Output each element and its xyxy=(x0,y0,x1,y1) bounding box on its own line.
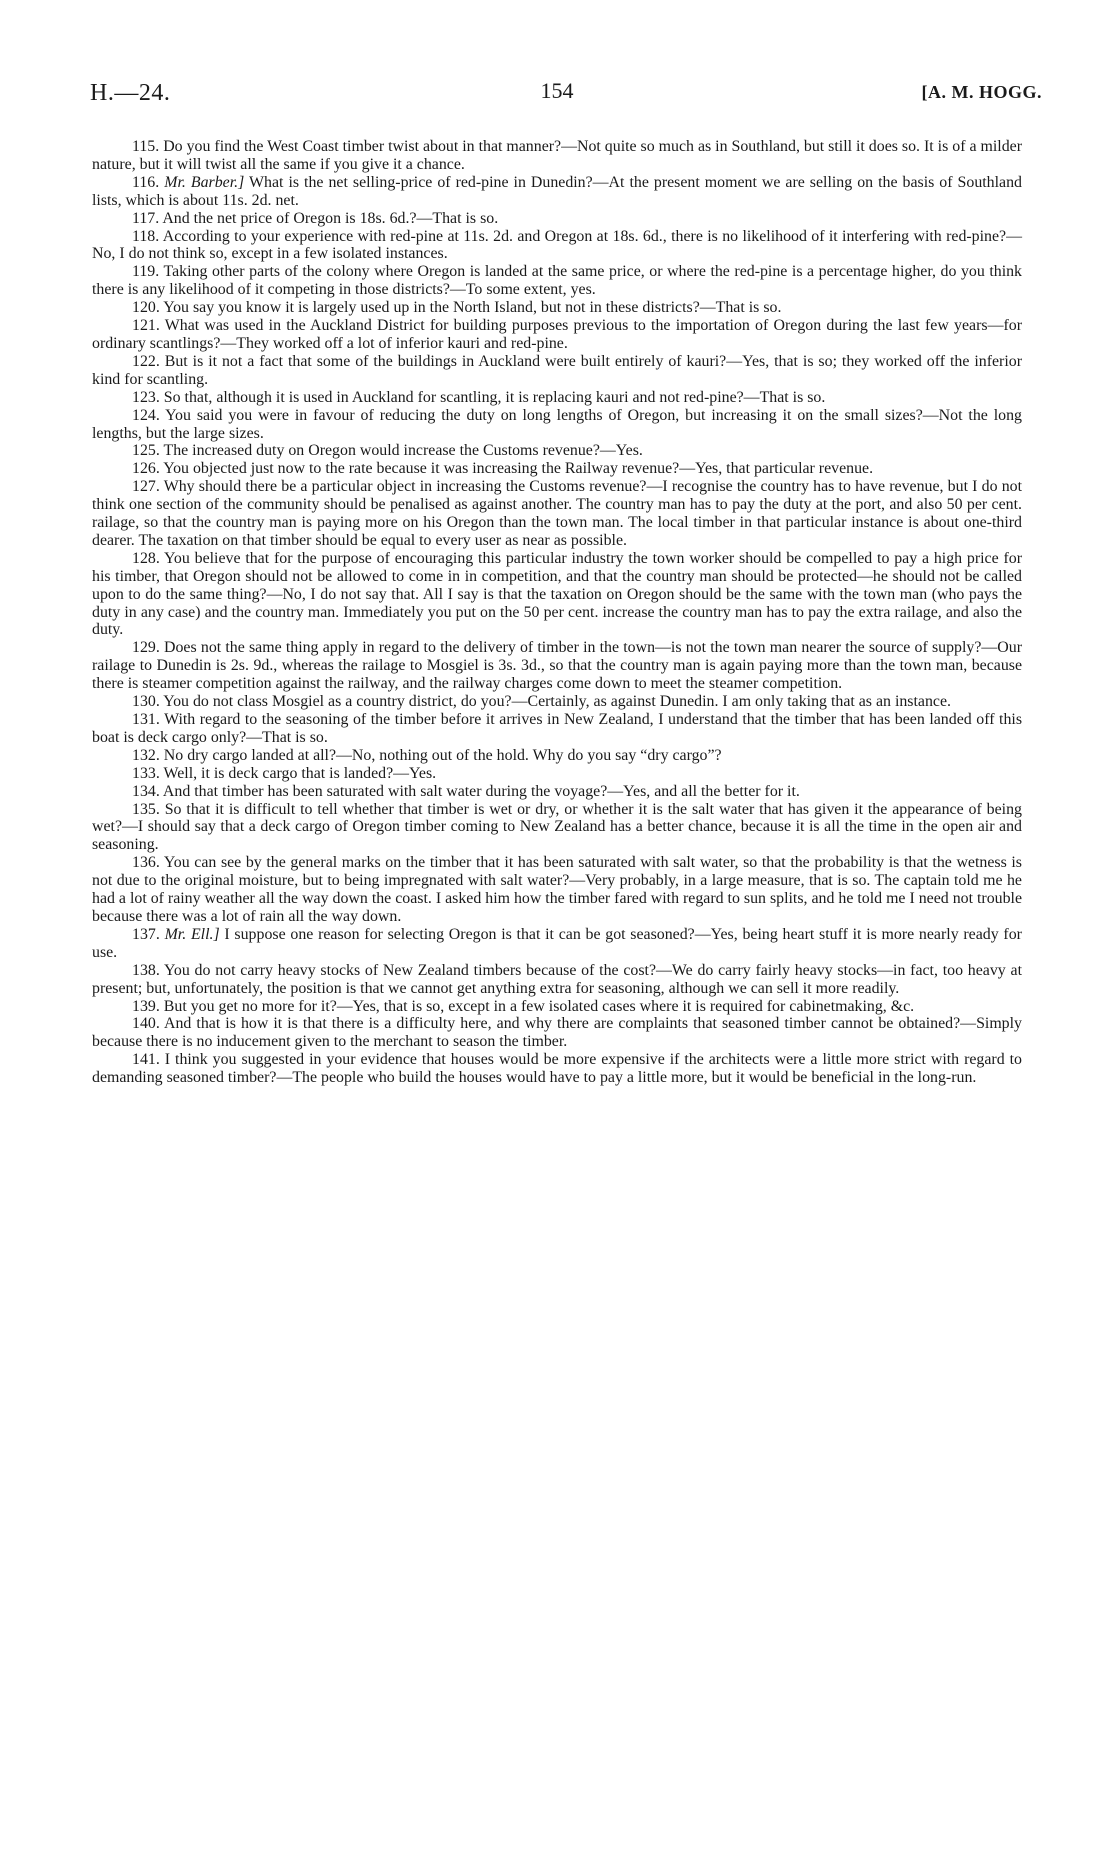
question-number: 138. xyxy=(132,961,160,979)
question-number: 133. xyxy=(132,764,160,782)
question-paragraph xyxy=(92,639,1022,693)
question-text: You said you were in favour of reducing the duty on long lengths of Oregon, but increasing it on the small sizes?—Not the long lengths, but the large sizes. xyxy=(92,406,1022,442)
question-number: 117. xyxy=(132,209,160,227)
report-reference: H.—24. xyxy=(90,80,171,106)
question-paragraph xyxy=(92,442,1022,460)
question-paragraph xyxy=(92,353,1022,389)
question-paragraph xyxy=(92,1015,1022,1051)
question-number: 121. xyxy=(132,317,160,335)
question-paragraph xyxy=(92,1051,1022,1087)
question-number: 128. xyxy=(132,549,160,567)
evidence-body xyxy=(92,138,1022,1087)
question-text: Why should there be a particular object in increasing the Customs revenue?—I recognise the country has to have revenue, but I do not think one section of the community should be penalised as against another. The country man has to pay the duty at the port, and also 50 per cent. railage, so that the country man is paying more on his Oregon than the town man. The local timber in that particular instance is about one-third dearer. The taxation on that timber should be equal to every user as near as possible. xyxy=(92,478,1022,549)
question-text: So that it is difficult to tell whether that timber is wet or dry, or whether it is the salt water that has given it the appearance of being wet?—I should say that a deck cargo of Oregon timber coming to New Zealand has a better chance, because it is all the time in the open air and seasoning. xyxy=(92,800,1022,854)
question-paragraph xyxy=(92,210,1022,228)
question-text: The increased duty on Oregon would increase the Customs revenue?—Yes. xyxy=(163,442,643,460)
question-paragraph xyxy=(92,711,1022,747)
page-number: 154 xyxy=(540,78,574,103)
question-text: Does not the same thing apply in regard to the delivery of timber in the town—is not the town man nearer the source of supply?—Our railage to Dunedin is 2s. 9d., whereas the railage to Mosgiel is 3s. 3d., so that the country man is again paying more than the town man, because there is steamer competition against the railway, and the railway charges come down to meet the steamer competition. xyxy=(92,639,1022,693)
question-paragraph xyxy=(92,389,1022,407)
question-paragraph xyxy=(92,407,1022,443)
page-header xyxy=(90,72,1042,116)
question-paragraph xyxy=(92,747,1022,765)
question-paragraph xyxy=(92,998,1022,1016)
question-number: 141. xyxy=(132,1051,160,1069)
question-paragraph xyxy=(92,263,1022,299)
question-paragraph xyxy=(92,801,1022,855)
question-text: Do you find the West Coast timber twist about in that manner?—Not quite so much as in Southland, but still it does so. It is of a milder nature, but it will twist all the same if you give it a chance. xyxy=(92,138,1022,173)
speaker-name: Mr. Ell.] xyxy=(164,925,220,943)
question-number: 135. xyxy=(132,800,160,818)
question-text: You do not class Mosgiel as a country district, do you?—Certainly, as against Dunedin. I am only taking that as an instance. xyxy=(163,693,951,711)
question-text: What is the net selling-price of red-pine in Dunedin?—At the present moment we are selling on the basis of Southland lists, which is about 11s. 2d. net. xyxy=(92,173,1022,209)
question-paragraph xyxy=(92,317,1022,353)
question-text: And the net price of Oregon is 18s. 6d.?—That is so. xyxy=(162,209,499,227)
question-number: 140. xyxy=(132,1015,160,1033)
question-text: I think you suggested in your evidence that houses would be more expensive if the architects were a little more strict with regard to demanding seasoned timber?—The people who build the houses would have to pay a little more, but it would be beneficial in the long-run. xyxy=(92,1051,1022,1087)
question-paragraph xyxy=(92,854,1022,926)
question-paragraph xyxy=(92,174,1022,210)
question-number: 120. xyxy=(132,299,160,317)
question-number: 132. xyxy=(132,746,160,764)
question-text: With regard to the seasoning of the timber before it arrives in New Zealand, I understand that the timber that has been landed off this boat is deck cargo only?—That is so. xyxy=(92,711,1022,746)
question-number: 125. xyxy=(132,442,160,460)
question-paragraph xyxy=(92,962,1022,998)
question-paragraph xyxy=(92,550,1022,640)
question-number: 126. xyxy=(132,460,160,478)
question-text: Well, it is deck cargo that is landed?—Yes. xyxy=(163,764,437,782)
question-text: I suppose one reason for selecting Oregon is that it can be got seasoned?—Yes, being heart stuff it is more nearly ready for use. xyxy=(92,925,1022,961)
question-paragraph xyxy=(92,926,1022,962)
question-number: 131. xyxy=(132,711,160,728)
speaker-name: Mr. Barber.] xyxy=(164,173,245,191)
question-number: 137. xyxy=(132,925,160,943)
question-text: You do not carry heavy stocks of New Zealand timbers because of the cost?—We do carry fairly heavy stocks—in fact, too heavy at present; but, unfortunately, the position is that we cannot get anything extra for seasoning, although we can sell it more readily. xyxy=(92,961,1022,997)
question-number: 134. xyxy=(132,782,160,800)
witness-name: [A. M. HOGG. xyxy=(921,82,1042,102)
question-number: 119. xyxy=(132,263,160,281)
question-text: Taking other parts of the colony where Oregon is landed at the same price, or where the red-pine is a percentage higher, do you think there is any likelihood of it competing in those districts?—To some extent, yes. xyxy=(92,263,1023,299)
question-text: No dry cargo landed at all?—No, nothing out of the hold. Why do you say “dry cargo”? xyxy=(163,746,722,764)
question-number: 136. xyxy=(132,854,160,872)
question-text: You can see by the general marks on the timber that it has been saturated with salt water, so that the probability is that the wetness is not due to the original moisture, but to being impregnated with salt water?—Very probably, in a large measure, that is so. The captain told me he had a lot of rainy weather all the way down the coast. I asked him how the timber fared with regard to sun splits, and he told me I need not trouble because there was a lot of rain all the way down. xyxy=(92,854,1022,925)
question-number: 123. xyxy=(132,388,160,406)
question-paragraph xyxy=(92,138,1022,174)
question-paragraph xyxy=(92,299,1022,317)
question-paragraph xyxy=(92,765,1022,783)
question-text: And that is how it is that there is a difficulty here, and why there are complaints that seasoned timber cannot be obtained?—Simply because there is no inducement given to the merchant to season the timber. xyxy=(92,1015,1022,1051)
question-paragraph xyxy=(92,693,1022,711)
question-paragraph xyxy=(92,478,1022,550)
question-number: 129. xyxy=(132,639,160,657)
question-text: You believe that for the purpose of encouraging this particular industry the town worker should be compelled to pay a high price for his timber, that Oregon should not be allowed to come in in competition, and that the country man should be protected—he should not be called upon to do the same thing?—No, I do not say that. All I say is that the taxation on Oregon should be the same with the town man (who pays the duty in any case) and the country man. Immediately you put on the 50 per cent. increase the country man has to pay the extra railage, and also the duty. xyxy=(92,549,1022,639)
question-text: According to your experience with red-pine at 11s. 2d. and Oregon at 18s. 6d., there is no likelihood of it interfering with red-pine?—No, I do not think so, except in a few isolated instances. xyxy=(92,227,1022,263)
question-number: 127. xyxy=(132,478,160,496)
question-number: 124. xyxy=(132,406,160,424)
question-text: But you get no more for it?—Yes, that is so, except in a few isolated cases where it is required for cabinetmaking, &c. xyxy=(163,997,915,1015)
question-number: 122. xyxy=(132,352,160,370)
question-number: 116. xyxy=(132,173,160,191)
question-paragraph xyxy=(92,460,1022,478)
question-number: 130. xyxy=(132,693,160,711)
question-paragraph xyxy=(92,228,1022,264)
question-text: But is it not a fact that some of the buildings in Auckland were built entirely of kauri?—Yes, that is so; they worked off the inferior kind for scantling. xyxy=(92,352,1022,388)
question-number: 118. xyxy=(132,227,160,245)
question-text: You objected just now to the rate because it was increasing the Railway revenue?—Yes, that particular revenue. xyxy=(163,460,874,478)
question-text: So that, although it is used in Auckland for scantling, it is replacing kauri and not red-pine?—That is so. xyxy=(163,388,826,406)
question-number: 139. xyxy=(132,997,160,1015)
question-text: What was used in the Auckland District for building purposes previous to the importation of Oregon during the last few years—for ordinary scantlings?—They worked off a lot of inferior kauri and red-pine. xyxy=(92,317,1023,352)
question-paragraph xyxy=(92,783,1022,801)
question-number: 115. xyxy=(132,138,160,155)
question-text: And that timber has been saturated with salt water during the voyage?—Yes, and all the better for it. xyxy=(162,782,800,800)
question-text: You say you know it is largely used up in the North Island, but not in these districts?—That is so. xyxy=(163,299,782,317)
